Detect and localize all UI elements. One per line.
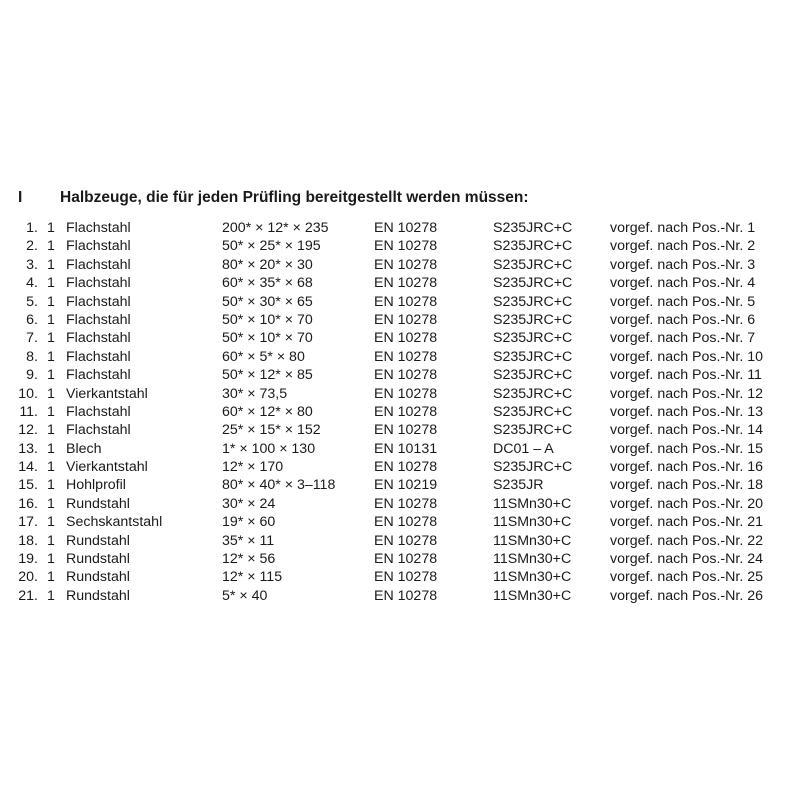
item-quantity: 1	[47, 348, 55, 365]
item-standard: EN 10278	[374, 367, 438, 384]
list-item	[0, 366, 800, 384]
item-material: S235JRC+C	[493, 330, 573, 347]
item-dimensions: 200* × 12* × 235	[222, 220, 329, 236]
item-name: Flachstahl	[66, 422, 131, 439]
item-quantity: 1	[47, 238, 55, 255]
item-note: vorgef. nach Pos.-Nr. 6	[610, 311, 756, 328]
item-quantity: 1	[47, 477, 55, 494]
list-item	[0, 219, 800, 237]
item-quantity: 1	[47, 551, 55, 568]
item-note: vorgef. nach Pos.-Nr. 10	[610, 348, 763, 365]
material-list	[0, 219, 800, 605]
item-dimensions: 12* × 56	[222, 551, 276, 568]
item-standard: EN 10278	[374, 569, 438, 586]
list-item	[0, 587, 800, 605]
item-material: 11SMn30+C	[493, 569, 572, 586]
item-dimensions: 50* × 12* × 85	[222, 367, 313, 384]
item-note: vorgef. nach Pos.-Nr. 13	[610, 403, 763, 420]
item-note: vorgef. nach Pos.-Nr. 11	[610, 367, 762, 384]
item-material: S235JRC+C	[493, 275, 573, 292]
item-note: vorgef. nach Pos.-Nr. 20	[610, 495, 763, 512]
item-name: Flachstahl	[66, 311, 131, 328]
item-material: S235JRC+C	[493, 459, 573, 476]
item-quantity: 1	[47, 495, 55, 512]
list-item	[0, 274, 800, 292]
item-quantity: 1	[47, 311, 55, 328]
item-standard: EN 10278	[374, 587, 438, 604]
item-standard: EN 10278	[374, 275, 438, 292]
item-standard: EN 10278	[374, 238, 438, 255]
item-note: vorgef. nach Pos.-Nr. 14	[610, 422, 763, 439]
item-quantity: 1	[47, 256, 55, 273]
item-standard: EN 10219	[374, 477, 438, 494]
item-standard: EN 10278	[374, 330, 438, 347]
item-dimensions: 60* × 35* × 68	[222, 275, 313, 292]
item-note: vorgef. nach Pos.-Nr. 25	[610, 569, 763, 586]
list-item	[0, 293, 800, 311]
list-item	[0, 421, 800, 439]
item-name: Flachstahl	[66, 220, 131, 236]
list-item	[0, 348, 800, 366]
item-name: Vierkantstahl	[66, 459, 148, 476]
item-standard: EN 10278	[374, 348, 438, 365]
item-number: 19.	[18, 551, 38, 568]
item-material: S235JRC+C	[493, 367, 573, 384]
item-note: vorgef. nach Pos.-Nr. 3	[610, 256, 756, 273]
item-number: 12.	[18, 422, 38, 439]
item-material: 11SMn30+C	[493, 551, 572, 568]
item-note: vorgef. nach Pos.-Nr. 18	[610, 477, 763, 494]
section-title: Halbzeuge, die für jeden Prüfling bereitgestellt werden müssen:	[60, 189, 529, 206]
list-item	[0, 458, 800, 476]
item-material: S235JRC+C	[493, 348, 573, 365]
item-name: Rundstahl	[66, 532, 130, 549]
list-item	[0, 237, 800, 255]
item-quantity: 1	[47, 275, 55, 292]
item-standard: EN 10131	[374, 440, 438, 457]
item-standard: EN 10278	[374, 311, 438, 328]
item-material: 11SMn30+C	[493, 587, 572, 604]
section-numeral: I	[18, 189, 23, 206]
item-note: vorgef. nach Pos.-Nr. 21	[610, 514, 763, 531]
item-standard: EN 10278	[374, 256, 438, 273]
item-material: 11SMn30+C	[493, 532, 572, 549]
list-item	[0, 440, 800, 458]
item-material: 11SMn30+C	[493, 514, 572, 531]
item-note: vorgef. nach Pos.-Nr. 16	[610, 459, 763, 476]
item-standard: EN 10278	[374, 459, 438, 476]
item-standard: EN 10278	[374, 422, 438, 439]
item-note: vorgef. nach Pos.-Nr. 24	[610, 551, 763, 568]
item-material: DC01 – A	[493, 440, 554, 457]
item-dimensions: 30* × 73,5	[222, 385, 288, 402]
item-quantity: 1	[47, 293, 55, 310]
item-material: S235JRC+C	[493, 256, 573, 273]
item-name: Flachstahl	[66, 293, 131, 310]
item-name: Rundstahl	[66, 495, 130, 512]
item-standard: EN 10278	[374, 495, 438, 512]
item-number: 14.	[18, 459, 38, 476]
item-material: S235JRC+C	[493, 293, 573, 310]
item-number: 2.	[26, 238, 38, 255]
item-dimensions: 60* × 5* × 80	[222, 348, 305, 365]
item-dimensions: 50* × 10* × 70	[222, 311, 313, 328]
item-note: vorgef. nach Pos.-Nr. 12	[610, 385, 763, 402]
item-dimensions: 12* × 115	[222, 569, 283, 586]
item-dimensions: 50* × 25* × 195	[222, 238, 321, 255]
item-quantity: 1	[47, 440, 55, 457]
item-quantity: 1	[47, 569, 55, 586]
item-number: 20.	[18, 569, 38, 586]
list-item	[0, 568, 800, 586]
item-quantity: 1	[47, 459, 55, 476]
item-number: 21.	[18, 587, 38, 604]
item-number: 15.	[18, 477, 38, 494]
item-dimensions: 80* × 20* × 30	[222, 256, 313, 273]
section-heading	[18, 189, 529, 207]
item-material: S235JR	[493, 477, 544, 494]
item-number: 1.	[26, 220, 38, 236]
list-item	[0, 311, 800, 329]
item-number: 3.	[26, 256, 38, 273]
item-note: vorgef. nach Pos.-Nr. 15	[610, 440, 763, 457]
item-dimensions: 12* × 170	[222, 459, 284, 476]
item-material: 11SMn30+C	[493, 495, 572, 512]
item-dimensions: 80* × 40* × 3–118	[222, 477, 336, 494]
list-item	[0, 532, 800, 550]
item-name: Flachstahl	[66, 403, 131, 420]
item-number: 10.	[18, 385, 38, 402]
item-number: 4.	[26, 275, 38, 292]
item-name: Rundstahl	[66, 551, 130, 568]
item-quantity: 1	[47, 403, 55, 420]
item-dimensions: 50* × 10* × 70	[222, 330, 313, 347]
item-name: Flachstahl	[66, 348, 131, 365]
item-dimensions: 25* × 15* × 152	[222, 422, 321, 439]
item-material: S235JRC+C	[493, 422, 573, 439]
item-dimensions: 1* × 100 × 130	[222, 440, 316, 457]
item-dimensions: 35* × 11	[222, 532, 275, 549]
item-number: 6.	[26, 311, 38, 328]
item-number: 7.	[26, 330, 38, 347]
item-name: Rundstahl	[66, 569, 130, 586]
item-name: Hohlprofil	[66, 477, 126, 494]
item-name: Flachstahl	[66, 367, 131, 384]
item-quantity: 1	[47, 220, 55, 236]
item-note: vorgef. nach Pos.-Nr. 7	[610, 330, 756, 347]
item-quantity: 1	[47, 367, 55, 384]
item-name: Vierkantstahl	[66, 385, 148, 402]
item-dimensions: 19* × 60	[222, 514, 276, 531]
list-item	[0, 256, 800, 274]
item-dimensions: 5* × 40	[222, 587, 268, 604]
item-standard: EN 10278	[374, 551, 438, 568]
item-number: 9.	[26, 367, 38, 384]
item-standard: EN 10278	[374, 514, 438, 531]
item-standard: EN 10278	[374, 220, 438, 236]
item-material: S235JRC+C	[493, 385, 573, 402]
item-name: Flachstahl	[66, 256, 131, 273]
list-item	[0, 385, 800, 403]
item-note: vorgef. nach Pos.-Nr. 5	[610, 293, 756, 310]
item-material: S235JRC+C	[493, 403, 573, 420]
list-item	[0, 513, 800, 531]
item-note: vorgef. nach Pos.-Nr. 2	[610, 238, 756, 255]
item-note: vorgef. nach Pos.-Nr. 22	[610, 532, 763, 549]
list-item	[0, 329, 800, 347]
item-number: 11.	[19, 403, 38, 420]
item-material: S235JRC+C	[493, 311, 573, 328]
item-material: S235JRC+C	[493, 220, 573, 236]
item-standard: EN 10278	[374, 532, 438, 549]
item-standard: EN 10278	[374, 293, 438, 310]
item-name: Sechskantstahl	[66, 514, 163, 531]
item-quantity: 1	[47, 587, 55, 604]
item-dimensions: 30* × 24	[222, 495, 276, 512]
item-number: 17.	[18, 514, 38, 531]
item-name: Blech	[66, 440, 102, 457]
item-note: vorgef. nach Pos.-Nr. 1	[610, 220, 756, 236]
item-material: S235JRC+C	[493, 238, 573, 255]
item-quantity: 1	[47, 330, 55, 347]
item-standard: EN 10278	[374, 385, 438, 402]
item-number: 16.	[18, 495, 38, 512]
item-number: 5.	[26, 293, 38, 310]
item-note: vorgef. nach Pos.-Nr. 4	[610, 275, 756, 292]
item-name: Flachstahl	[66, 238, 131, 255]
item-name: Flachstahl	[66, 330, 131, 347]
item-name: Rundstahl	[66, 587, 130, 604]
item-quantity: 1	[47, 422, 55, 439]
item-standard: EN 10278	[374, 403, 438, 420]
item-number: 18.	[18, 532, 38, 549]
item-quantity: 1	[47, 532, 55, 549]
item-name: Flachstahl	[66, 275, 131, 292]
item-note: vorgef. nach Pos.-Nr. 26	[610, 587, 763, 604]
list-item	[0, 550, 800, 568]
item-number: 8.	[26, 348, 38, 365]
list-item	[0, 476, 800, 494]
item-number: 13.	[18, 440, 38, 457]
item-quantity: 1	[47, 514, 55, 531]
list-item	[0, 495, 800, 513]
item-dimensions: 50* × 30* × 65	[222, 293, 313, 310]
item-quantity: 1	[47, 385, 55, 402]
item-dimensions: 60* × 12* × 80	[222, 403, 313, 420]
list-item	[0, 403, 800, 421]
